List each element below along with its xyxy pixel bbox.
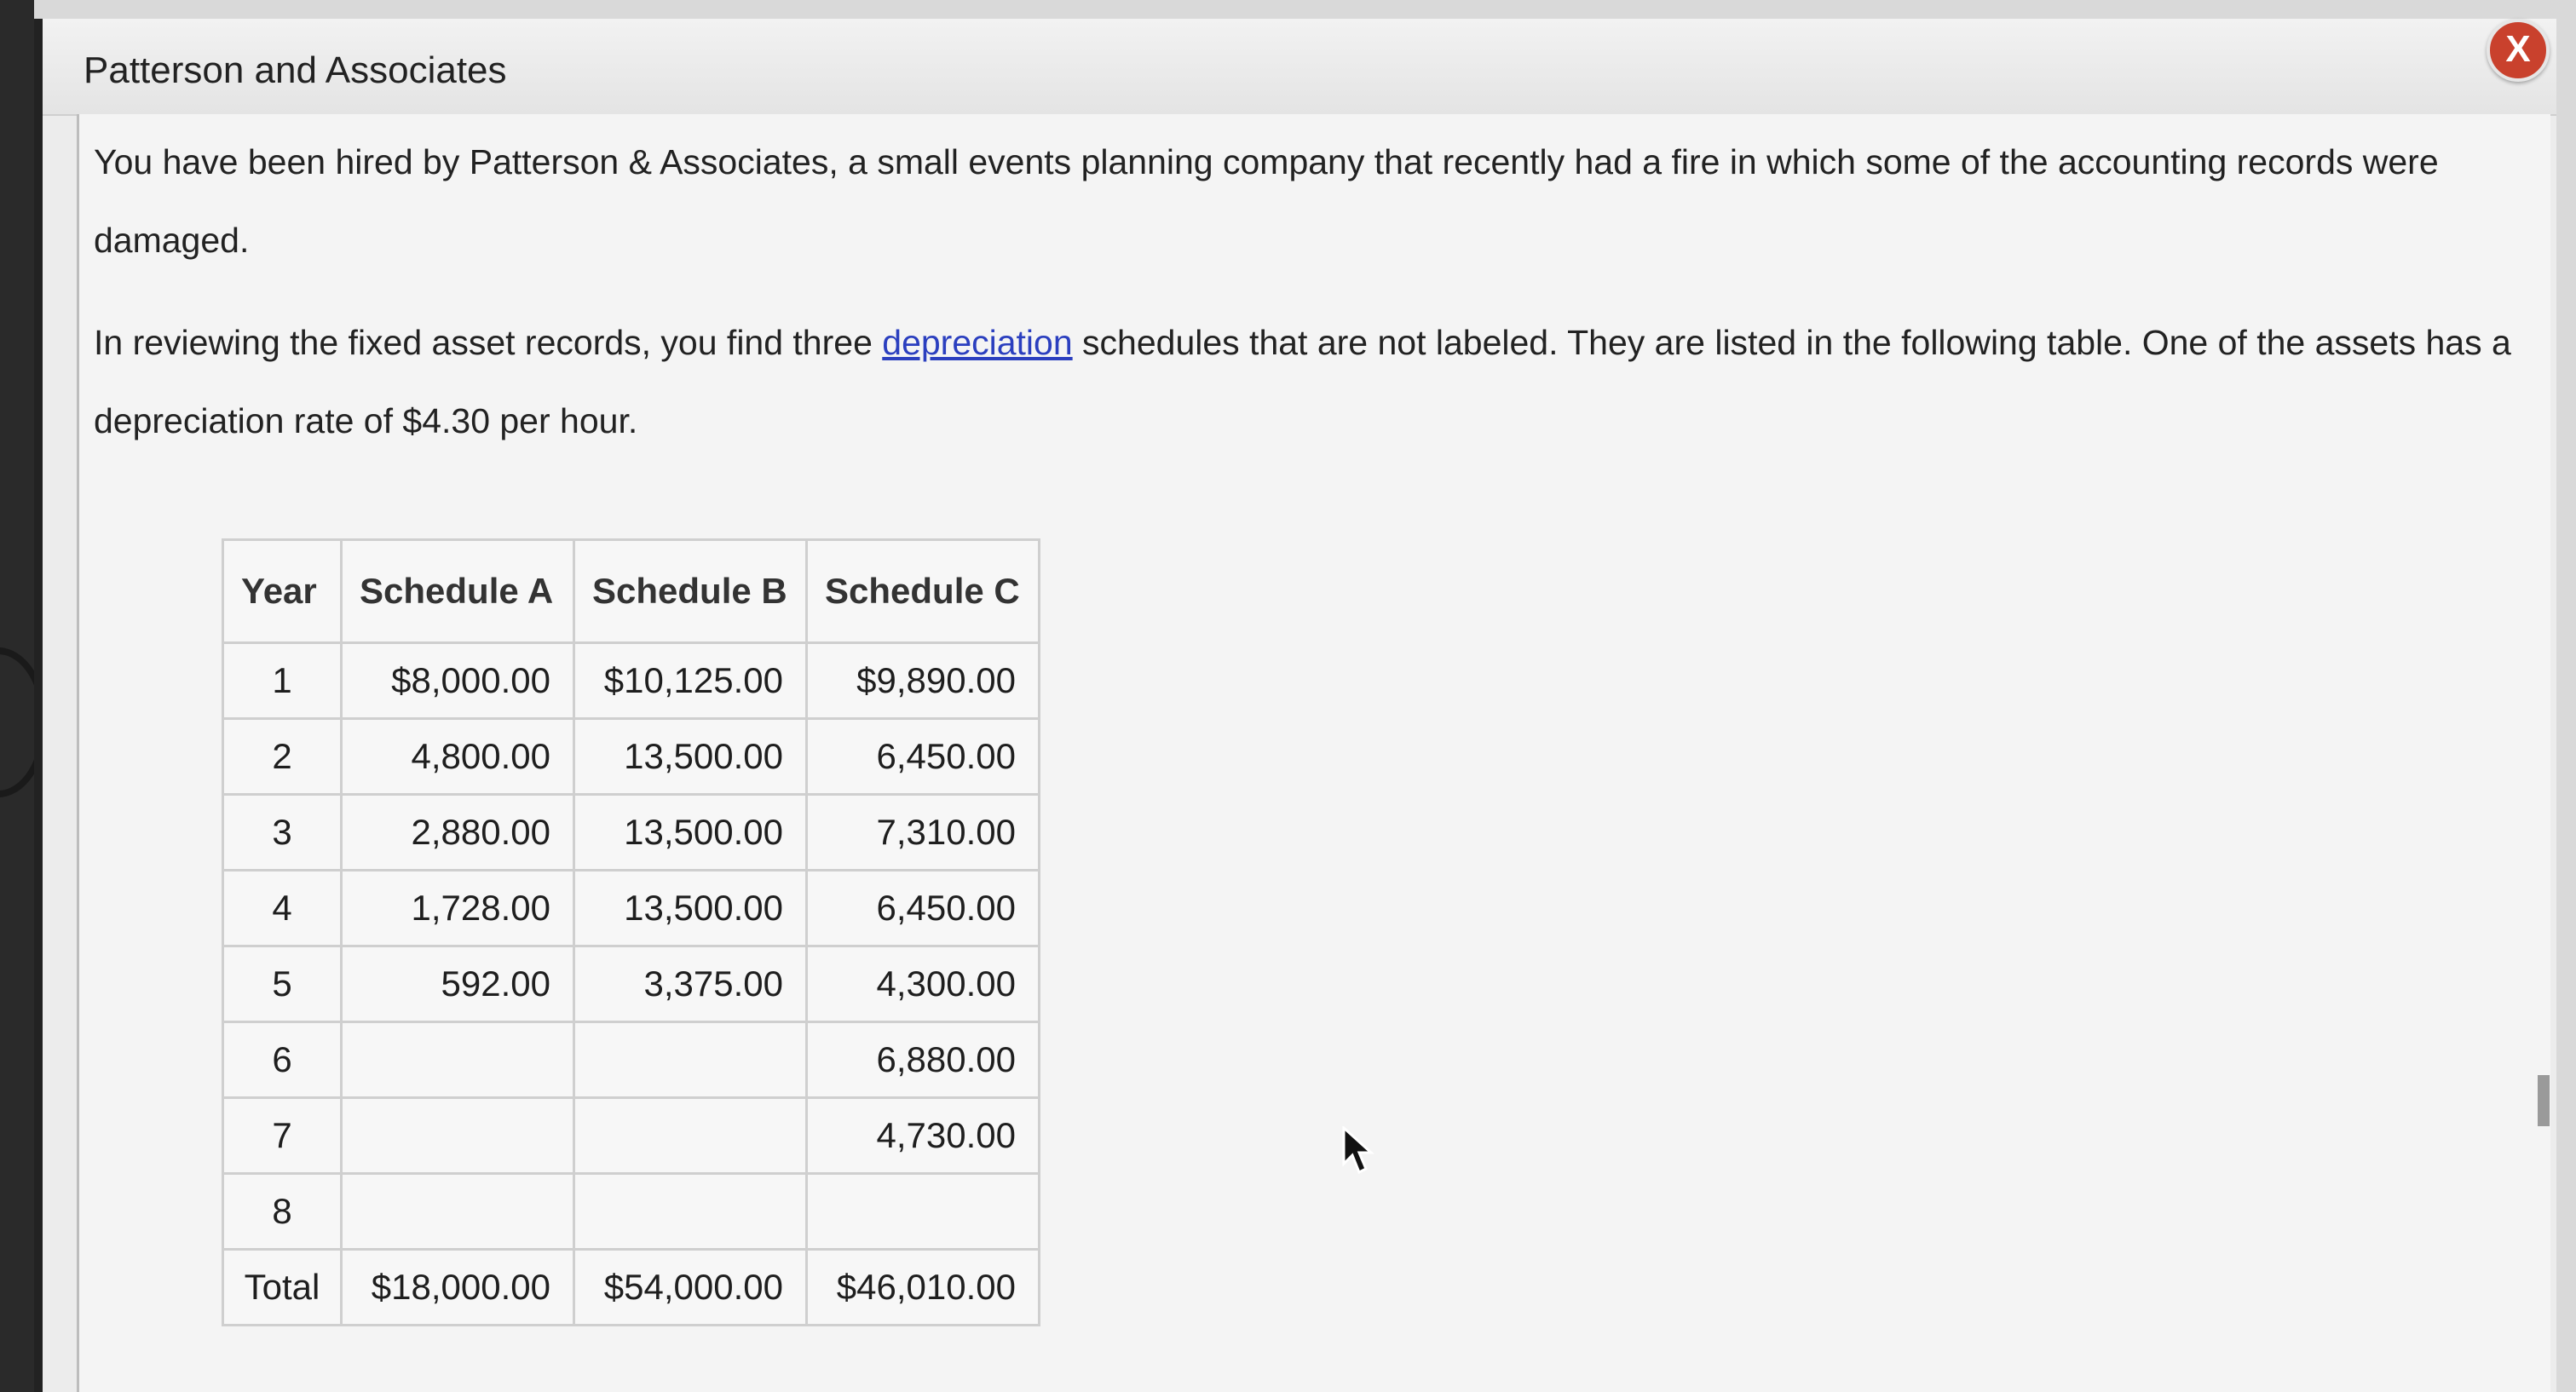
cell-schedule-a: 4,800.00 [342, 719, 574, 795]
total-schedule-b: $54,000.00 [574, 1250, 807, 1326]
records-text-before: In reviewing the fixed asset records, you find three [94, 323, 883, 362]
cell-year: 2 [223, 719, 342, 795]
close-icon: X [2505, 28, 2531, 70]
table-row [223, 795, 1040, 871]
header-year: Year [223, 540, 342, 643]
depreciation-link[interactable]: depreciation [882, 323, 1073, 362]
header-schedule-a: Schedule A [342, 540, 574, 643]
cell-year: 6 [223, 1022, 342, 1098]
cell-schedule-c: 4,730.00 [807, 1098, 1040, 1174]
cell-year: 1 [223, 643, 342, 719]
cell-schedule-b [574, 1174, 807, 1250]
table-row [223, 1174, 1040, 1250]
cell-schedule-c [807, 1174, 1040, 1250]
cell-schedule-a: $8,000.00 [342, 643, 574, 719]
table-row [223, 719, 1040, 795]
cell-schedule-c: 4,300.00 [807, 946, 1040, 1022]
cell-schedule-b [574, 1022, 807, 1098]
records-text-after: schedules that are not labeled. They are listed in the following table. One of the assets has a depreciation rate of $4.30 per hour. [94, 323, 2511, 440]
records-paragraph [94, 303, 2548, 460]
cell-schedule-a [342, 1022, 574, 1098]
cell-schedule-c: 6,450.00 [807, 871, 1040, 946]
table-row [223, 871, 1040, 946]
cell-schedule-b: 13,500.00 [574, 719, 807, 795]
cell-schedule-a: 1,728.00 [342, 871, 574, 946]
table-row [223, 946, 1040, 1022]
cell-schedule-a [342, 1174, 574, 1250]
cell-schedule-c: $9,890.00 [807, 643, 1040, 719]
depreciation-schedule-table [222, 538, 1040, 1326]
close-button[interactable] [2487, 19, 2550, 82]
right-scroll-handle[interactable] [2538, 1075, 2550, 1126]
cell-schedule-a: 592.00 [342, 946, 574, 1022]
table-row [223, 1098, 1040, 1174]
cell-year: 5 [223, 946, 342, 1022]
cell-schedule-a [342, 1098, 574, 1174]
table-header-row [223, 540, 1040, 643]
dialog-window [34, 19, 2556, 1392]
total-label: Total [223, 1250, 342, 1326]
cell-year: 8 [223, 1174, 342, 1250]
dialog-title: Patterson and Associates [84, 49, 507, 91]
header-schedule-c: Schedule C [807, 540, 1040, 643]
table-row [223, 643, 1040, 719]
cell-schedule-b: 13,500.00 [574, 795, 807, 871]
intro-paragraph: You have been hired by Patterson & Associates, a small events planning company that recently had a fire in which some of the accounting records were damaged. [94, 142, 2439, 260]
cell-schedule-c: 6,880.00 [807, 1022, 1040, 1098]
cell-schedule-b: 3,375.00 [574, 946, 807, 1022]
header-schedule-b: Schedule B [574, 540, 807, 643]
total-row [223, 1250, 1040, 1326]
dialog-header [43, 19, 2556, 116]
total-schedule-c: $46,010.00 [807, 1250, 1040, 1326]
total-schedule-a: $18,000.00 [342, 1250, 574, 1326]
cell-year: 3 [223, 795, 342, 871]
cell-schedule-c: 6,450.00 [807, 719, 1040, 795]
cell-year: 4 [223, 871, 342, 946]
mouse-pointer-icon [1342, 1126, 1376, 1177]
cell-schedule-b [574, 1098, 807, 1174]
cell-schedule-b: 13,500.00 [574, 871, 807, 946]
cell-schedule-c: 7,310.00 [807, 795, 1040, 871]
cell-schedule-a: 2,880.00 [342, 795, 574, 871]
cell-schedule-b: $10,125.00 [574, 643, 807, 719]
cell-year: 7 [223, 1098, 342, 1174]
table-row [223, 1022, 1040, 1098]
